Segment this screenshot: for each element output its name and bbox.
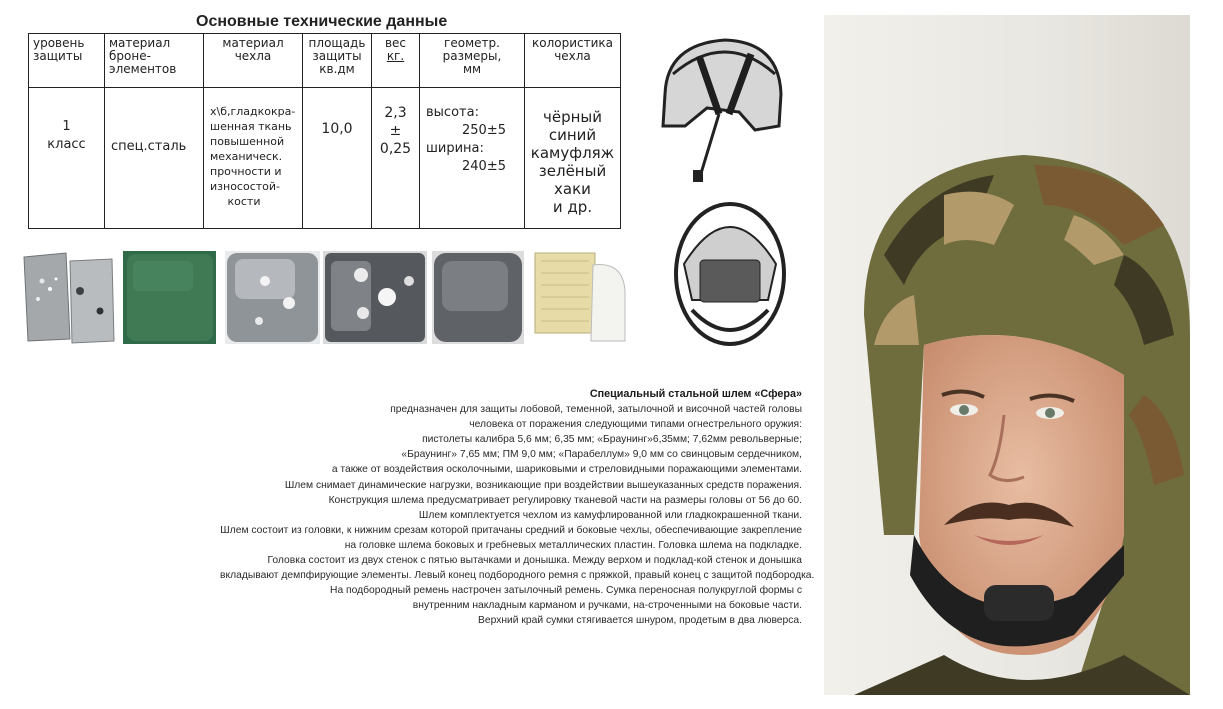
sample-photo-steel-plate — [225, 251, 320, 344]
cell-text: зелёный — [538, 162, 607, 180]
cell-text: 10,0 — [321, 121, 353, 137]
cell-text: х\б,гладкокра- — [210, 105, 296, 118]
sample-photo-green-plate — [123, 251, 216, 344]
header-text: материал — [109, 36, 171, 50]
cell-cover-material — [204, 88, 303, 229]
cell-text: ± — [389, 123, 402, 139]
cell-protection-level — [29, 88, 105, 229]
header-text: кг. — [386, 49, 405, 63]
header-text: колористика — [531, 36, 613, 50]
description-line: пистолеты калибра 5,6 мм; 6,35 мм; «Браунинг»6,35мм; 7,62мм револьверные; — [422, 434, 802, 446]
cell-text: 2,3 — [384, 105, 407, 121]
spec-table — [28, 33, 621, 229]
header-text: кв.дм — [319, 62, 355, 76]
header-text: геометр. — [444, 36, 500, 50]
cell-text: механическ. — [210, 150, 283, 163]
cell-text: хаки — [554, 180, 591, 198]
header-text: чехла — [554, 49, 591, 63]
description-line: «Браунинг» 7,65 мм; ПМ 9,0 мм; «Парабеллум» 9,0 мм со свинцовым сердечником, — [401, 449, 802, 461]
cell-text: синий — [548, 126, 597, 144]
cell-text: износостой- — [210, 180, 281, 193]
cell-text: и др. — [552, 198, 593, 216]
cell-text: спец.сталь — [111, 139, 187, 154]
plate-image — [123, 251, 216, 344]
description-line: человека от поражения следующими типами огнестрельного оружия: — [469, 419, 802, 431]
description-line: Конструкция шлема предусматривает регулировку тканевой части на размеры головы от 56 до 60. — [328, 494, 802, 506]
cell-protection-area — [303, 88, 372, 229]
header-cover-colors — [525, 34, 621, 88]
description-block — [220, 387, 815, 629]
header-weight — [372, 34, 420, 88]
header-text: защиты — [312, 49, 362, 63]
cell-text: чёрный — [542, 108, 602, 126]
cell-cover-colors — [525, 88, 621, 229]
header-text: броне- — [109, 49, 151, 63]
cell-dimensions — [420, 88, 525, 229]
description-line: Шлем снимает динамические нагрузки, возникающие при воздействии вышеуказанных средств поражения. — [284, 479, 802, 491]
helmet-wearer-illustration — [824, 15, 1190, 695]
header-text: чехла — [234, 49, 272, 63]
page-title: Основные технические данные — [196, 13, 448, 30]
cell-text: камуфляж — [530, 144, 615, 162]
spec-table-row — [29, 88, 621, 229]
cell-text: класс — [47, 137, 86, 152]
plate-image — [323, 251, 427, 344]
plate-image — [432, 251, 524, 344]
cell-text: прочности и — [210, 165, 282, 178]
header-text: размеры, — [442, 49, 502, 63]
plate-image — [533, 251, 627, 344]
header-protection-area — [303, 34, 372, 88]
helmet-diagram-bottom — [672, 200, 788, 350]
header-protection-level — [29, 34, 105, 88]
description-line: Верхний край сумки стягивается шнуром, продетым в два люверса. — [478, 615, 802, 627]
description-line: а также от воздействия осколочными, шариковыми и стреловидными поражающими элементами. — [331, 464, 802, 476]
cell-text: высота: — [426, 105, 479, 120]
cell-text: ширина: — [426, 141, 484, 156]
cell-text: 240±5 — [462, 159, 506, 174]
plate-image — [20, 251, 115, 344]
header-armor-material — [105, 34, 204, 88]
description-line: Шлем состоит из головки, к нижним срезам которой притачаны средний и боковые чехлы, обеспечивающие закрепление — [220, 524, 802, 536]
sample-photo-padding — [533, 251, 627, 344]
cell-text: 250±5 — [462, 123, 506, 138]
header-text: материал — [222, 36, 284, 50]
description-line: На подбородный ремень настрочен затылочный ремень. Сумка переносная полукруглой формы с — [330, 585, 802, 597]
spec-table-header-row — [29, 34, 621, 88]
cell-text: повышенной — [210, 135, 285, 148]
cell-text: 0,25 — [379, 141, 412, 157]
description-line: Шлем комплектуется чехлом из камуфлированной или гладкокрашенной ткани. — [418, 509, 802, 521]
helmet-diagram-side — [655, 34, 787, 184]
header-text: вес — [384, 36, 407, 50]
description-line: вкладывают демпфирующие элементы. Левый конец подбородного ремня с пряжкой, правый конец с защитой подбородка. — [220, 570, 815, 582]
description-heading: Специальный стальной шлем «Сфера» — [589, 388, 802, 400]
description-line: предназначен для защиты лобовой, теменной, затылочной и височной частей головы — [390, 404, 802, 416]
header-text: уровень — [33, 36, 85, 50]
header-cover-material — [204, 34, 303, 88]
sample-photo-dark-plate — [432, 251, 524, 344]
plate-image — [225, 251, 320, 344]
header-text: мм — [462, 62, 482, 76]
sample-photo-impact-plate — [323, 251, 427, 344]
description-line: Головка состоит из двух стенок с пятью вытачками и донышка. Между верхом и подклад-кой стенок и донышка — [267, 555, 802, 567]
header-text: площадь — [308, 36, 366, 50]
helmet-wearer-photo — [824, 15, 1190, 695]
header-text: защиты — [33, 49, 83, 63]
header-text: элементов — [109, 62, 177, 76]
cell-weight — [372, 88, 420, 229]
cell-text: шенная ткань — [210, 120, 292, 133]
cell-armor-material — [105, 88, 204, 229]
cell-text: кости — [210, 195, 261, 208]
header-dimensions — [420, 34, 525, 88]
sample-photo-plates — [20, 251, 115, 344]
description-line: на головке шлема боковых и гребневых металлических пластин. Головка шлема на подкладке. — [344, 539, 802, 551]
description-line: внутренним накладным карманом и ручками, на-строченными на боковые части. — [412, 600, 802, 612]
cell-text: 1 — [62, 119, 71, 134]
